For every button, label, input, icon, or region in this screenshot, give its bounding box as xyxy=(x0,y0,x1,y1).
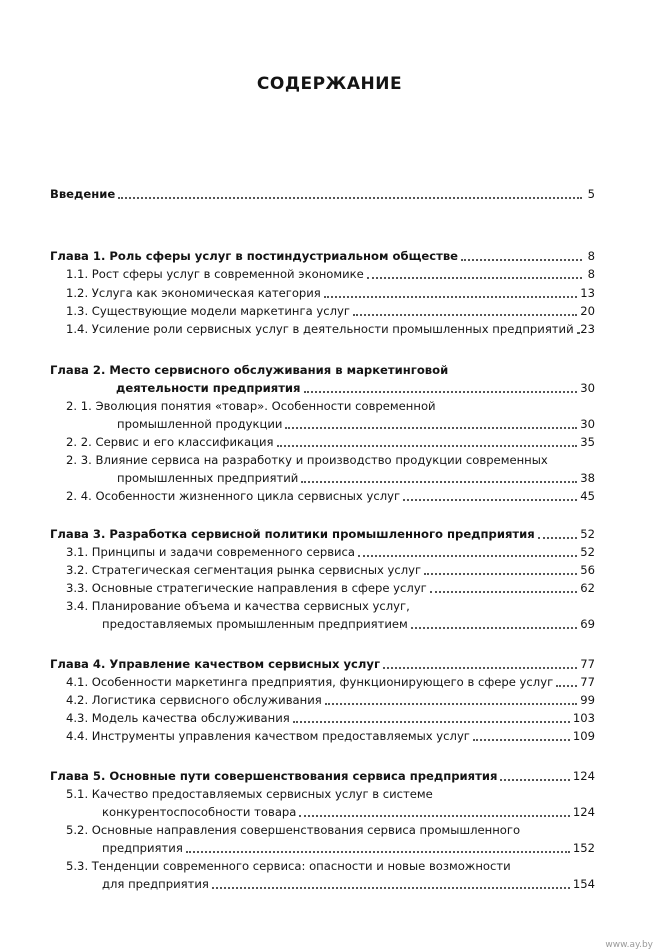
section-title: 3.2. Стратегическая сегментация рынка сервисных услуг xyxy=(66,563,422,577)
page-number: 23 xyxy=(580,322,595,336)
chapter-title: Глава 1. Роль сферы услуг в постиндустриальном обществе xyxy=(50,249,459,263)
chapter-title: Глава 5. Основные пути совершенствования сервиса предприятия xyxy=(50,769,498,783)
dot-leader xyxy=(212,877,570,889)
dot-leader xyxy=(325,693,577,705)
page-number: 52 xyxy=(580,527,595,541)
page-number: 77 xyxy=(580,675,595,689)
section-5-2-line-1[interactable]: 5.2. Основные направления совершенствования сервиса промышленного xyxy=(66,823,521,837)
dot-leader xyxy=(577,322,578,334)
section-title: 3.3. Основные стратегические направления в сфере услуг xyxy=(66,581,427,595)
dot-leader xyxy=(403,489,577,501)
dot-leader xyxy=(411,617,577,629)
dot-leader xyxy=(461,249,582,261)
section-1-4[interactable] xyxy=(66,319,595,337)
section-3-4[interactable] xyxy=(102,614,595,632)
dot-leader xyxy=(353,304,577,316)
dot-leader xyxy=(285,417,577,429)
section-title: 1.4. Усиление роли сервисных услуг в деятельности промышленных предприятий xyxy=(66,322,574,336)
dot-leader xyxy=(538,527,578,539)
dot-leader xyxy=(383,657,577,669)
chapter-1-heading[interactable] xyxy=(50,246,595,264)
section-5-1-line-1[interactable]: 5.1. Качество предоставляемых сервисных услуг в системе xyxy=(66,787,433,801)
section-title: для предприятия xyxy=(102,877,209,891)
chapter-4-heading[interactable] xyxy=(50,654,595,672)
section-4-2[interactable] xyxy=(66,690,595,708)
page-number: 30 xyxy=(580,417,595,431)
section-5-2[interactable] xyxy=(102,838,595,856)
section-5-3-line-1[interactable]: 5.3. Тенденции современного сервиса: опасности и новые возможности xyxy=(66,859,511,873)
dot-leader xyxy=(304,381,578,393)
section-title: 4.3. Модель качества обслуживания xyxy=(66,711,290,725)
section-2-2[interactable] xyxy=(66,432,595,450)
section-title: 2. 4. Особенности жизненного цикла сервисных услуг xyxy=(66,489,401,503)
section-2-3-line-1[interactable]: 2. 3. Влияние сервиса на разработку и производство продукции современных xyxy=(66,453,548,467)
section-title: 4.1. Особенности маркетинга предприятия, функционирующего в сфере услуг xyxy=(66,675,554,689)
chapter-title: деятельности предприятия xyxy=(116,381,301,395)
section-3-3[interactable] xyxy=(66,578,595,596)
page-number: 45 xyxy=(580,489,595,503)
section-title: промышленной продукции xyxy=(117,417,283,431)
dot-leader xyxy=(324,286,577,298)
page-number: 8 xyxy=(587,249,595,263)
page-number: 35 xyxy=(580,435,595,449)
chapter-5-heading[interactable] xyxy=(50,766,595,784)
section-title: 1.2. Услуга как экономическая категория xyxy=(66,286,321,300)
section-2-1[interactable] xyxy=(117,414,595,432)
page-number: 109 xyxy=(572,729,595,743)
dot-leader xyxy=(424,563,577,575)
page-number: 124 xyxy=(572,769,595,783)
toc-entry-label: Введение xyxy=(50,187,116,201)
section-title: 3.1. Принципы и задачи современного сервиса xyxy=(66,545,356,559)
section-2-4[interactable] xyxy=(66,486,595,504)
dot-leader xyxy=(556,675,577,687)
section-4-1[interactable] xyxy=(66,672,595,690)
page-title: СОДЕРЖАНИЕ xyxy=(256,74,403,94)
page-number: 77 xyxy=(580,657,595,671)
section-title: 4.4. Инструменты управления качеством предоставляемых услуг xyxy=(66,729,470,743)
section-1-2[interactable] xyxy=(66,283,595,301)
section-5-1[interactable] xyxy=(102,802,595,820)
dot-leader xyxy=(430,581,577,593)
section-5-3[interactable] xyxy=(102,874,595,892)
section-3-4-line-1[interactable]: 3.4. Планирование объема и качества сервисных услуг, xyxy=(66,599,410,613)
section-title: промышленных предприятий xyxy=(117,471,299,485)
section-4-4[interactable] xyxy=(66,726,595,744)
section-1-1[interactable] xyxy=(66,264,595,282)
section-3-1[interactable] xyxy=(66,542,595,560)
page-number: 38 xyxy=(580,471,595,485)
chapter-title: Глава 3. Разработка сервисной политики промышленного предприятия xyxy=(50,527,535,541)
dot-leader xyxy=(473,729,570,741)
page-number: 152 xyxy=(572,841,595,855)
section-title: конкурентоспособности товара xyxy=(102,805,297,819)
section-title: 1.1. Рост сферы услуг в современной экономике xyxy=(66,267,364,281)
watermark: www.ay.by xyxy=(605,940,653,950)
dot-leader xyxy=(186,841,570,853)
section-title: 4.2. Логистика сервисного обслуживания xyxy=(66,693,322,707)
section-2-1-line-1[interactable]: 2. 1. Эволюция понятия «товар». Особенности современной xyxy=(66,399,436,413)
dot-leader xyxy=(500,769,569,781)
dot-leader xyxy=(118,187,582,199)
dot-leader xyxy=(367,267,582,279)
dot-leader xyxy=(301,471,577,483)
page-number: 69 xyxy=(580,617,595,631)
page-number: 62 xyxy=(580,581,595,595)
page-number: 30 xyxy=(580,381,595,395)
chapter-3-heading[interactable] xyxy=(50,524,595,542)
section-title: предоставляемых промышленным предприятием xyxy=(102,617,408,631)
page-number: 99 xyxy=(580,693,595,707)
page-number: 124 xyxy=(572,805,595,819)
page-number: 5 xyxy=(587,187,595,201)
section-1-3[interactable] xyxy=(66,301,595,319)
section-title: предприятия xyxy=(102,841,183,855)
toc-entry-intro[interactable] xyxy=(50,184,595,202)
page-number: 52 xyxy=(580,545,595,559)
chapter-2-heading-line-1[interactable]: Глава 2. Место сервисного обслуживания в маркетинговой xyxy=(50,363,449,377)
dot-leader xyxy=(277,435,578,447)
page-number: 154 xyxy=(572,877,595,891)
section-4-3[interactable] xyxy=(66,708,595,726)
section-title: 2. 2. Сервис и его классификация xyxy=(66,435,274,449)
section-3-2[interactable] xyxy=(66,560,595,578)
dot-leader xyxy=(299,805,569,817)
page-number: 103 xyxy=(572,711,595,725)
page-number: 20 xyxy=(580,304,595,318)
section-title: 1.3. Существующие модели маркетинга услуг xyxy=(66,304,350,318)
page-number: 56 xyxy=(580,563,595,577)
chapter-2-heading[interactable] xyxy=(116,378,595,396)
page-number: 13 xyxy=(580,286,595,300)
section-2-3[interactable] xyxy=(117,468,595,486)
dot-leader xyxy=(293,711,570,723)
dot-leader xyxy=(358,545,577,557)
page-number: 8 xyxy=(587,267,595,281)
chapter-title: Глава 4. Управление качеством сервисных услуг xyxy=(50,657,381,671)
